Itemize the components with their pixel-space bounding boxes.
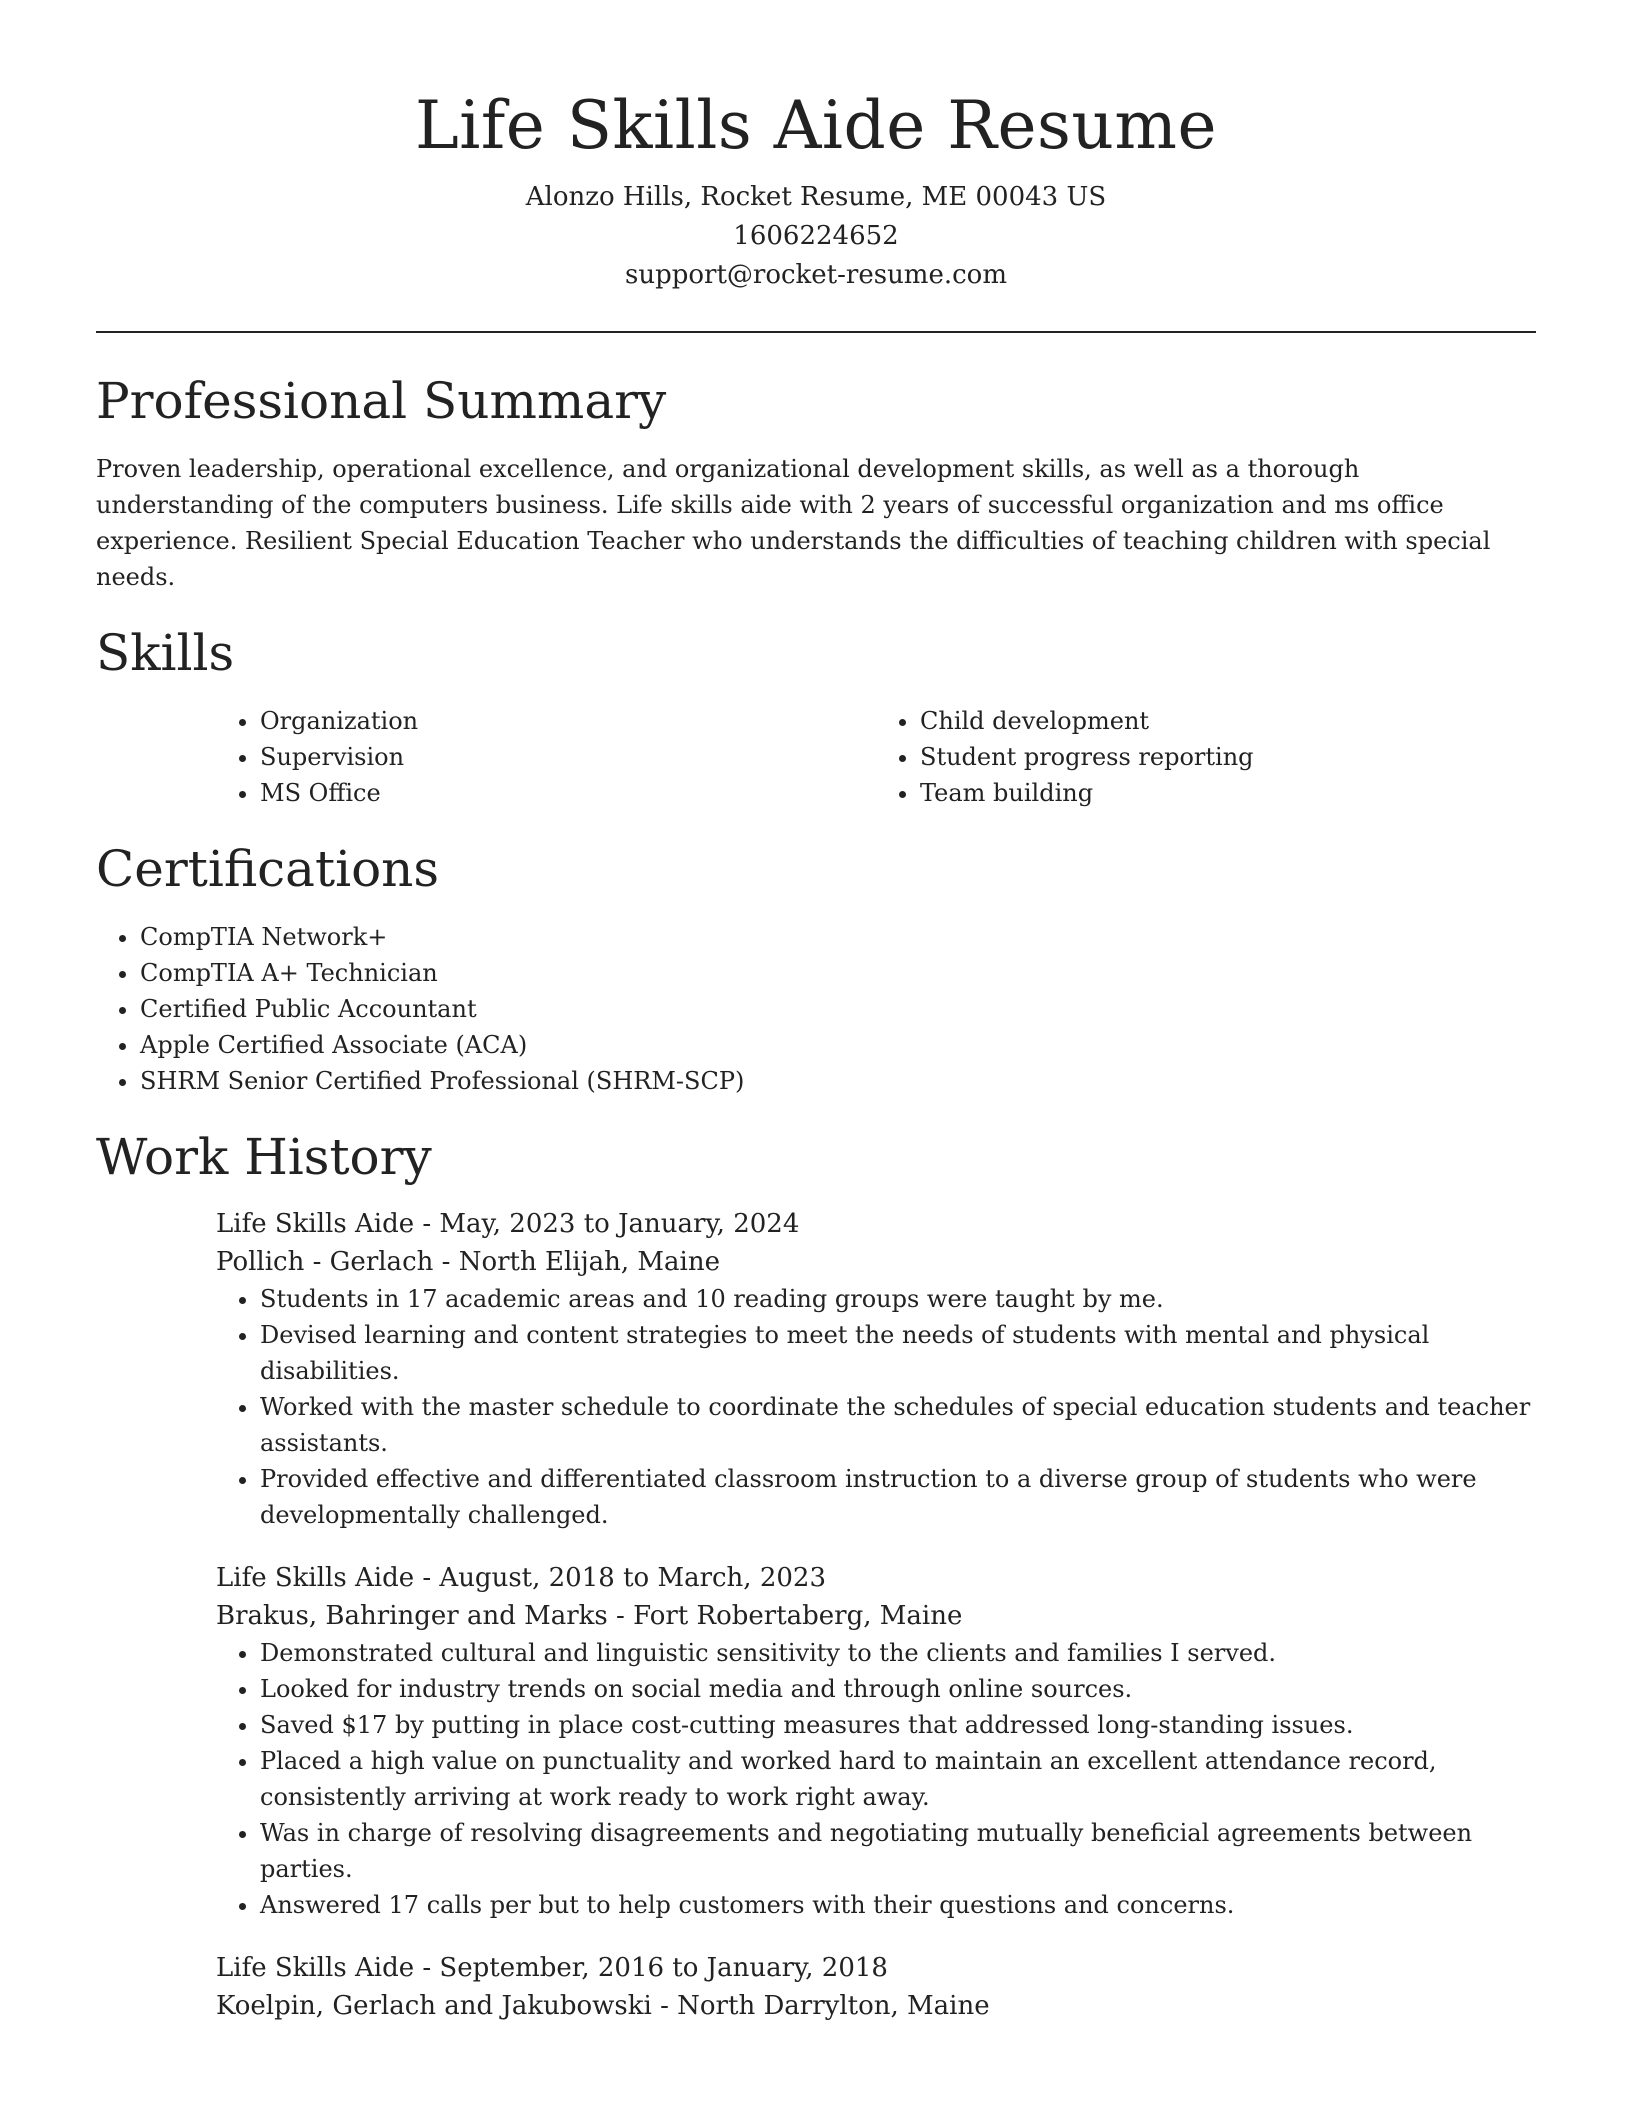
resume-page [96, 0, 1536, 2025]
skills-list-right [876, 703, 1536, 811]
job-bullet: • Saved $17 by putting in place cost-cutting measures that addressed long-standing issues. [260, 1707, 1536, 1743]
job-bullet: • Demonstrated cultural and linguistic sensitivity to the clients and families I served. [260, 1635, 1536, 1671]
certification-item: • SHRM Senior Certified Professional (SHRM-SCP) [140, 1063, 1536, 1099]
work-history-heading: Work History [96, 1128, 432, 1186]
job-bullets [216, 1635, 1536, 1923]
job-company-line [216, 1987, 1536, 2025]
job-company-line [216, 1243, 1536, 1281]
certification-item: • Certified Public Accountant [140, 991, 1536, 1027]
header-divider [96, 331, 1536, 333]
job-entry [216, 1205, 1536, 1533]
company-name: Brakus, Bahringer and Marks [216, 1601, 608, 1631]
job-bullet: • Provided effective and differentiated classroom instruction to a diverse group of students who were developmentally challenged. [260, 1461, 1536, 1533]
contact-info [96, 178, 1536, 295]
contact-address: Alonzo Hills, Rocket Resume, ME 00043 US [525, 182, 1107, 212]
contact-phone: 1606224652 [733, 221, 899, 251]
job-bullet: • Looked for industry trends on social media and through online sources. [260, 1671, 1536, 1707]
contact-email: support@rocket-resume.com [624, 260, 1007, 290]
company-location: - Fort Robertaberg, Maine [607, 1601, 963, 1631]
job-bullet: • Answered 17 calls per but to help customers with their questions and concerns. [260, 1887, 1536, 1923]
job-entry [216, 1559, 1536, 1923]
job-bullets [216, 1281, 1536, 1533]
summary-text: Proven leadership, operational excellence, and organizational development skills, as well as a thorough understanding of the computers business. Life skills aide with 2 years of successful organization and ms office experience. Resilient Special Education Teacher who understands the difficulties of teaching children with special needs. [96, 455, 1491, 591]
certifications-list [96, 919, 1536, 1099]
job-title-line: Life Skills Aide - May, 2023 to January, 2024 [216, 1209, 800, 1239]
certifications-section [96, 837, 1536, 1099]
certification-item: • CompTIA A+ Technician [140, 955, 1536, 991]
company-location: - North Elijah, Maine [433, 1247, 720, 1277]
job-company-line [216, 1597, 1536, 1635]
certification-item: • Apple Certified Associate (ACA) [140, 1027, 1536, 1063]
job-title-line: Life Skills Aide - September, 2016 to January, 2018 [216, 1953, 888, 1983]
skill-item: • Organization [260, 703, 876, 739]
certification-item: • CompTIA Network+ [140, 919, 1536, 955]
job-bullet: • Students in 17 academic areas and 10 reading groups were taught by me. [260, 1281, 1536, 1317]
skill-item: • Team building [920, 775, 1536, 811]
company-name: Koelpin, Gerlach and Jakubowski [216, 1991, 652, 2021]
summary-section [96, 369, 1536, 595]
company-name: Pollich - Gerlach [216, 1247, 434, 1277]
job-title-line: Life Skills Aide - August, 2018 to March, 2023 [216, 1563, 826, 1593]
skill-item: • Supervision [260, 739, 876, 775]
skills-columns [216, 703, 1536, 811]
skills-list-left [216, 703, 876, 811]
resume-header [96, 0, 1536, 295]
skills-section [96, 621, 1536, 811]
skill-item: • Child development [920, 703, 1536, 739]
skills-heading: Skills [96, 624, 235, 682]
resume-title: Life Skills Aide Resume [414, 87, 1218, 164]
job-bullet: • Devised learning and content strategies to meet the needs of students with mental and physical disabilities. [260, 1317, 1536, 1389]
summary-heading: Professional Summary [96, 372, 667, 430]
job-bullet: • Worked with the master schedule to coordinate the schedules of special education students and teacher assistants. [260, 1389, 1536, 1461]
job-entry [216, 1949, 1536, 2025]
certifications-heading: Certifications [96, 840, 440, 898]
company-location: - North Darrylton, Maine [651, 1991, 990, 2021]
job-bullet: • Placed a high value on punctuality and worked hard to maintain an excellent attendance record, consistently arriving at work ready to work right away. [260, 1743, 1536, 1815]
skill-item: • Student progress reporting [920, 739, 1536, 775]
job-bullet: • Was in charge of resolving disagreements and negotiating mutually beneficial agreements between parties. [260, 1815, 1536, 1887]
work-history-section [96, 1125, 1536, 2025]
skill-item: • MS Office [260, 775, 876, 811]
